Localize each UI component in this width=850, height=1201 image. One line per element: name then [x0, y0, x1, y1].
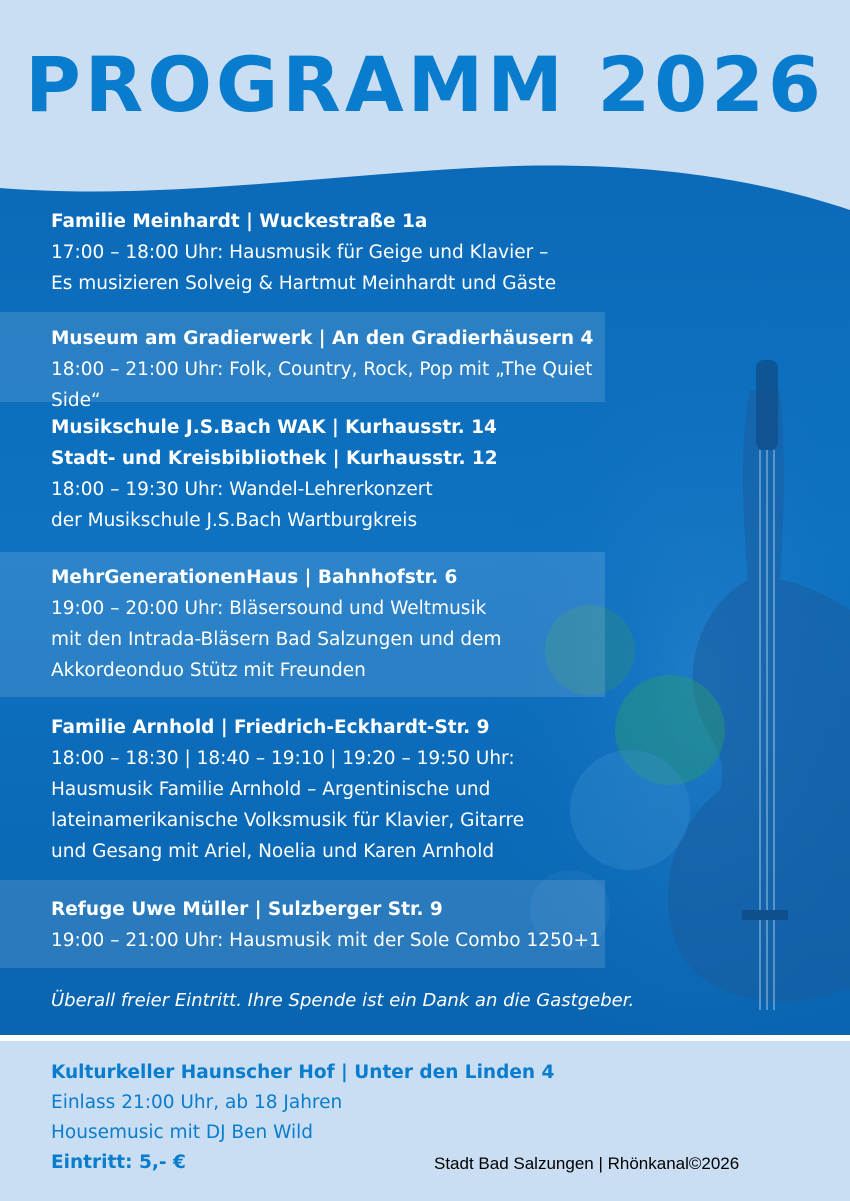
free-entry-note: Überall freier Eintritt. Ihre Spende ist ein Dank an die Gastgeber.	[51, 990, 635, 1011]
footer-divider	[0, 1035, 850, 1041]
program-entry	[51, 323, 611, 416]
entry-text: Akkordeonduo Stütz mit Freunden	[51, 660, 366, 681]
entry-text: lateinamerikanische Volksmusik für Klavier, Gitarre	[51, 810, 525, 831]
wave-divider	[0, 150, 850, 210]
program-panel	[0, 150, 850, 1035]
program-entry	[51, 206, 611, 299]
entry-text: 19:00 – 21:00 Uhr: Hausmusik mit der Sole Combo 1250+1	[51, 930, 601, 951]
entry-heading: Museum am Gradierwerk | An den Gradierhäusern 4	[51, 328, 594, 349]
program-entry	[51, 894, 611, 956]
footer-music-info: Housemusic mit DJ Ben Wild	[51, 1122, 314, 1143]
entry-text: mit den Intrada-Bläsern Bad Salzungen und dem	[51, 629, 502, 650]
entry-heading: Familie Meinhardt | Wuckestraße 1a	[51, 211, 428, 232]
entry-text: 19:00 – 20:00 Uhr: Bläsersound und Weltmusik	[51, 598, 487, 619]
entry-text: Hausmusik Familie Arnhold – Argentinische und	[51, 779, 491, 800]
footer-heading: Kulturkeller Haunscher Hof | Unter den Linden 4	[51, 1062, 555, 1083]
entry-heading: Musikschule J.S.Bach WAK | Kurhausstr. 14	[51, 417, 497, 438]
entry-text: der Musikschule J.S.Bach Wartburgkreis	[51, 510, 418, 531]
entry-heading: Stadt- und Kreisbibliothek | Kurhausstr. 12	[51, 448, 498, 469]
entry-text: 18:00 – 18:30 | 18:40 – 19:10 | 19:20 – 19:50 Uhr:	[51, 748, 515, 769]
entry-heading: Refuge Uwe Müller | Sulzberger Str. 9	[51, 899, 443, 920]
program-entry	[51, 412, 611, 536]
page-title: PROGRAMM 2026	[25, 40, 825, 129]
program-entry	[51, 562, 611, 686]
footer-admission-time: Einlass 21:00 Uhr, ab 18 Jahren	[51, 1092, 343, 1113]
credit-watermark: Stadt Bad Salzungen | Rhönkanal©2026	[434, 1154, 740, 1173]
entry-text: und Gesang mit Ariel, Noelia und Karen Arnhold	[51, 841, 495, 862]
entry-text: 18:00 – 19:30 Uhr: Wandel-Lehrerkonzert	[51, 479, 433, 500]
entry-heading: MehrGenerationenHaus | Bahnhofstr. 6	[51, 567, 458, 588]
entry-text: Es musizieren Solveig & Hartmut Meinhardt und Gäste	[51, 273, 557, 294]
entry-heading: Familie Arnhold | Friedrich-Eckhardt-Str. 9	[51, 717, 490, 738]
entry-text: 18:00 – 21:00 Uhr: Folk, Country, Rock, Pop mit „The Quiet Side“	[51, 359, 593, 411]
program-entry	[51, 712, 611, 867]
entry-text: 17:00 – 18:00 Uhr: Hausmusik für Geige und Klavier –	[51, 242, 549, 263]
footer-price: Eintritt: 5,- €	[51, 1152, 186, 1173]
